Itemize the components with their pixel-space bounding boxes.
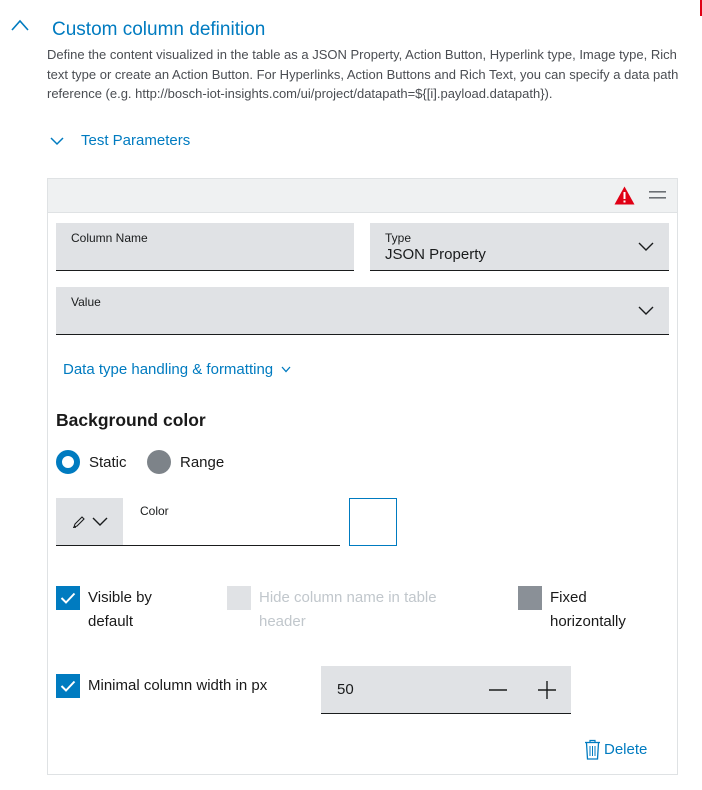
delete-button[interactable] [584,739,647,760]
fixed-horizontally-checkbox[interactable] [518,586,658,634]
checkbox-disabled-indicator [227,586,251,610]
minimal-width-checkbox[interactable] [56,674,318,698]
color-input[interactable] [123,498,340,546]
type-value: JSON Property [385,246,486,263]
checkmark-icon [60,592,76,604]
visible-by-default-label: Visible by default [88,589,152,630]
column-name-label: Column Name [71,231,148,245]
pencil-icon [72,516,88,528]
background-color-title: Background color [56,410,206,430]
chevron-down-icon [92,517,108,527]
collapse-section-toggle[interactable] [10,18,30,32]
section-title[interactable]: Custom column definition [52,19,266,40]
minus-icon[interactable] [489,682,507,698]
chevron-down-icon [50,136,64,146]
chevron-down-icon [638,306,654,316]
minimal-width-label: Minimal column width in px [88,677,268,694]
checkbox-checked-indicator [56,586,80,610]
test-parameters-toggle[interactable] [50,132,190,149]
radio-static[interactable] [56,450,127,474]
radio-range-indicator [147,450,171,474]
color-picker-button[interactable] [56,498,123,546]
value-select[interactable] [56,287,669,335]
hide-column-name-label: Hide column name in table header [259,589,437,630]
trash-icon [584,739,601,760]
color-label: Color [140,504,169,518]
data-type-handling-label: Data type handling & formatting [63,361,274,378]
visible-by-default-checkbox[interactable] [56,586,191,634]
hide-column-name-checkbox[interactable] [227,586,487,634]
minimal-width-value[interactable]: 50 [337,681,354,698]
drag-handle-icon[interactable] [649,190,666,200]
chevron-up-icon [10,18,30,32]
radio-static-indicator [56,450,80,474]
section-description: Define the content visualized in the table as a JSON Property, Action Button, Hyperlink type, Image type, Rich text type or create an Action Button. For Hyperlinks, Action Buttons and Rich Text, you can specify a data path reference (e.g. http://bosch-iot-insights.com/ui/project/datapath=${[i].payload.datapath}). [47,47,679,101]
radio-static-label: Static [89,453,127,471]
data-type-handling-toggle[interactable] [63,361,291,378]
type-select[interactable] [370,223,669,271]
color-swatch[interactable] [349,498,397,546]
type-label: Type [385,231,412,245]
checkmark-icon [60,680,76,692]
test-parameters-label: Test Parameters [81,132,191,149]
radio-range[interactable] [147,450,224,474]
checkbox-unchecked-indicator [518,586,542,610]
radio-range-label: Range [180,453,225,471]
chevron-down-icon [281,366,291,373]
value-label: Value [71,295,101,309]
card-header [48,179,677,213]
fixed-horizontally-label: Fixed horizontally [550,589,626,630]
checkbox-checked-indicator [56,674,80,698]
minimal-width-stepper[interactable] [321,666,571,714]
plus-icon[interactable] [538,681,556,699]
column-name-field[interactable] [56,223,354,271]
delete-label: Delete [604,741,648,758]
warning-icon [614,186,635,205]
chevron-down-icon [638,242,654,252]
